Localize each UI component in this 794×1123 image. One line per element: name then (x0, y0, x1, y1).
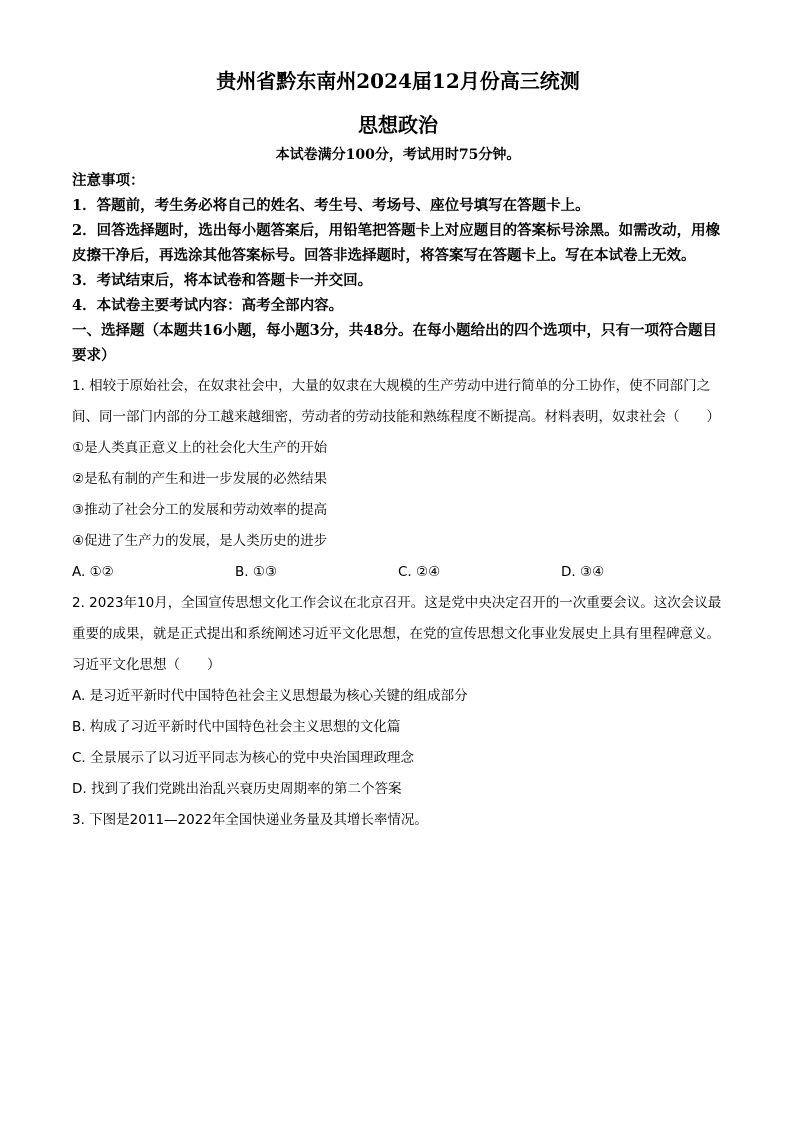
question-2 (72, 588, 724, 805)
question-statement: ②是私有制的产生和进一步发展的必然结果 (72, 471, 328, 487)
notice-heading: 注意事项： (72, 172, 145, 189)
question-statement: ③推动了社会分工的发展和劳动效率的提高 (72, 502, 328, 518)
question-stem: 1. 相较于原始社会，在奴隶社会中，大量的奴隶在大规模的生产劳动中进行简单的分工协作，使不同部门之间、同一部门内部的分工越来越细密，劳动者的劳动技能和熟练程度不断提高。材料表明，奴隶社会（ ） (72, 378, 720, 425)
section-heading: 一、选择题（本题共16小题，每小题3分，共48分。在每小题给出的四个选项中，只有一项符合题目要求） (72, 322, 717, 364)
answer-options-row (72, 557, 724, 588)
question-1 (72, 371, 724, 588)
notice-block (72, 168, 724, 318)
answer-option: C. ②④ (398, 564, 441, 580)
question-statement: ①是人类真正意义上的社会化大生产的开始 (72, 440, 328, 456)
answer-option: C. 全景展示了以习近平同志为核心的党中央治国理政理念 (72, 750, 415, 766)
answer-option: A. ①② (72, 564, 114, 580)
question-statement: ④促进了生产力的发展，是人类历史的进步 (72, 533, 328, 549)
exam-page (72, 66, 724, 836)
question-3 (72, 805, 724, 836)
notice-item: 3．考试结束后，将本试卷和答题卡一并交回。 (72, 272, 373, 289)
answer-option: D. 找到了我们党跳出治乱兴衰历史周期率的第二个答案 (72, 781, 402, 797)
exam-subject: 思想政治 (358, 113, 438, 137)
answer-option: D. ③④ (561, 564, 605, 580)
question-stem: 2. 2023年10月，全国宣传思想文化工作会议在北京召开。这是党中央决定召开的一次重要会议。这次会议最重要的成果，就是正式提出和系统阐述习近平文化思想，在党的宣传思想文化事业发展史上具有里程碑意义。习近平文化思想（ ） (72, 595, 722, 673)
notice-item: 1．答题前，考生务必将自己的姓名、考生号、考场号、座位号填写在答题卡上。 (72, 197, 590, 214)
answer-option: B. 构成了习近平新时代中国特色社会主义思想的文化篇 (72, 719, 401, 735)
answer-option: B. ①③ (235, 564, 278, 580)
notice-item: 2．回答选择题时，选出每小题答案后，用铅笔把答题卡上对应题目的答案标号涂黑。如需改动，用橡皮擦干净后，再选涂其他答案标号。回答非选择题时，将答案写在答题卡上。写在本试卷上无效。 (72, 222, 721, 264)
exam-title: 贵州省黔东南州2024届12月份高三统测 (216, 69, 580, 93)
answer-option: A. 是习近平新时代中国特色社会主义思想最为核心关键的组成部分 (72, 688, 468, 704)
notice-item: 4．本试卷主要考试内容：高考全部内容。 (72, 297, 344, 314)
question-stem: 3. 下图是2011—2022年全国快递业务量及其增长率情况。 (72, 812, 428, 828)
exam-meta: 本试卷满分100分，考试用时75分钟。 (275, 147, 521, 163)
